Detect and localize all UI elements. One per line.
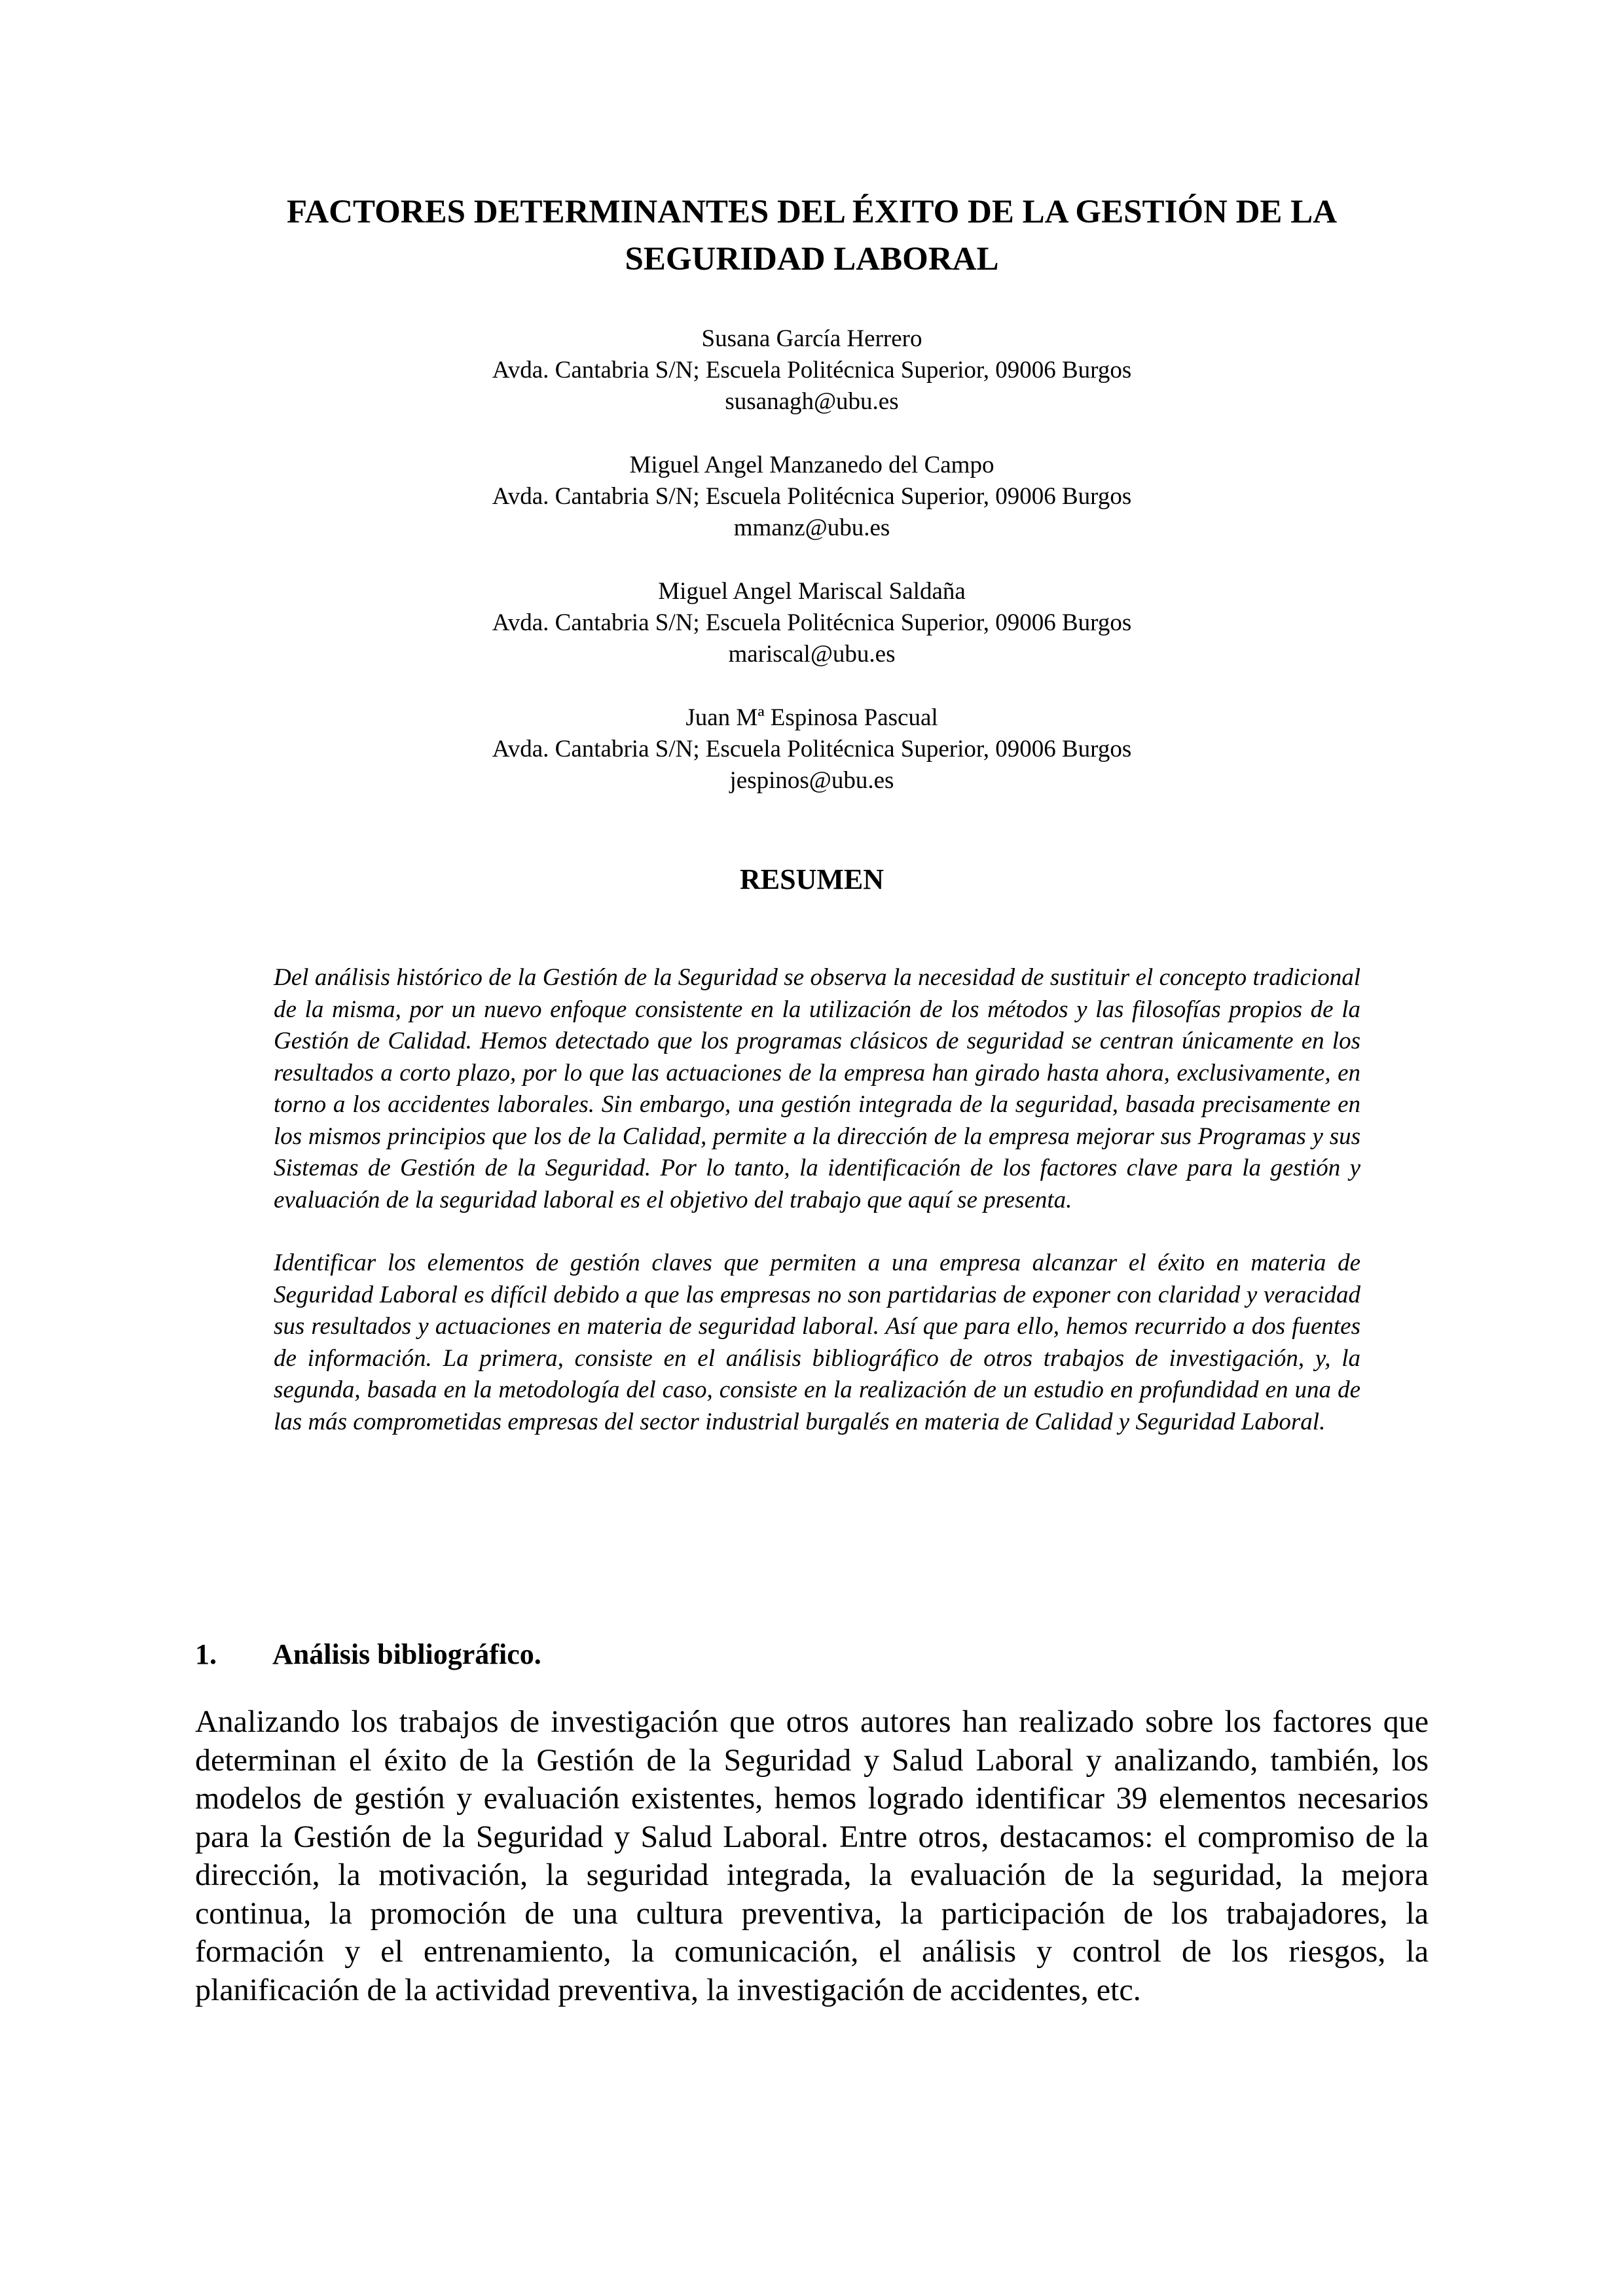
author-address: Avda. Cantabria S/N; Escuela Politécnica Superior, 09006 Burgos bbox=[492, 483, 1132, 510]
author-address: Avda. Cantabria S/N; Escuela Politécnica Superior, 09006 Burgos bbox=[492, 736, 1132, 762]
author-email: mariscal@ubu.es bbox=[728, 641, 896, 668]
abstract-heading: RESUMEN bbox=[739, 863, 884, 895]
author-email: susanagh@ubu.es bbox=[725, 388, 899, 415]
section-number: 1. bbox=[195, 1638, 217, 1670]
section-heading bbox=[195, 1635, 541, 1674]
author-block bbox=[262, 576, 1362, 670]
author-email: jespinos@ubu.es bbox=[729, 767, 894, 794]
author-block bbox=[262, 323, 1362, 418]
author-name: Miguel Angel Manzanedo del Campo bbox=[629, 452, 994, 478]
section-title: Análisis bibliográfico. bbox=[272, 1638, 541, 1670]
author-name: Juan Mª Espinosa Pascual bbox=[685, 704, 938, 731]
author-list bbox=[262, 323, 1362, 829]
abstract-paragraph: Identificar los elementos de gestión claves que permiten a una empresa alcanzar el éxito en materia de Seguridad Laboral es difícil debido a que las empresas no son partidarias de exponer con claridad y veracidad sus resultados y actuaciones en materia de seguridad laboral. Así que para ello, hemos recurrido a dos fuentes de información. La primera, consiste en el análisis bibliográfico de otros trabajos de investigación, y, la segunda, basada en la metodología del caso, consiste en la realización de un estudio en profundidad en una de las más comprometidas empresas del sector industrial burgalés en materia de Calidad y Seguridad Laboral. bbox=[274, 1249, 1360, 1435]
author-name: Miguel Angel Mariscal Saldaña bbox=[658, 578, 966, 605]
abstract-paragraph: Del análisis histórico de la Gestión de la Seguridad se observa la necesidad de sustituir el concepto tradicional de la misma, por un nuevo enfoque consistente en la utilización de los métodos y las filosofías propios de la Gestión de Calidad. Hemos detectado que los programas clásicos de seguridad se centran únicamente en los resultados a corto plazo, por lo que las actuaciones de la empresa han girado hasta ahora, exclusivamente, en torno a los accidentes laborales. Sin embargo, una gestión integrada de la seguridad, basada precisamente en los mismos principios que los de la Calidad, permite a la dirección de la empresa mejorar sus Programas y sus Sistemas de Gestión de la Seguridad. Por lo tanto, la identificación de los factores clave para la gestión y evaluación de la seguridad laboral es el objetivo del trabajo que aquí se presenta. bbox=[274, 964, 1360, 1213]
author-address: Avda. Cantabria S/N; Escuela Politécnica Superior, 09006 Burgos bbox=[492, 609, 1132, 636]
author-address: Avda. Cantabria S/N; Escuela Politécnica Superior, 09006 Burgos bbox=[492, 357, 1132, 384]
abstract bbox=[274, 962, 1360, 1469]
paper-title-line-2: SEGURIDAD LABORAL bbox=[625, 241, 999, 278]
author-block bbox=[262, 702, 1362, 797]
paper-title-line-1: FACTORES DETERMINANTES DEL ÉXITO DE LA GESTIÓN DE LA bbox=[286, 194, 1338, 230]
author-block bbox=[262, 450, 1362, 544]
section-body-paragraph: Analizando los trabajos de investigación que otros autores han realizado sobre los factores que determinan el éxito de la Gestión de la Seguridad y Salud Laboral y analizando, también, los modelos de gestión y evaluación existentes, hemos logrado identificar 39 elementos necesarios para la Gestión de la Seguridad y Salud Laboral. Entre otros, destacamos: el compromiso de la dirección, la motivación, la seguridad integrada, la evaluación de la seguridad, la mejora continua, la promoción de una cultura preventiva, la participación de los trabajadores, la formación y el entrenamiento, la comunicación, el análisis y control de los riesgos, la planificación de la actividad preventiva, la investigación de accidentes, etc. bbox=[195, 1704, 1429, 2007]
author-email: mmanz@ubu.es bbox=[733, 514, 890, 541]
author-name: Susana García Herrero bbox=[701, 325, 922, 352]
paper-title bbox=[196, 188, 1427, 283]
